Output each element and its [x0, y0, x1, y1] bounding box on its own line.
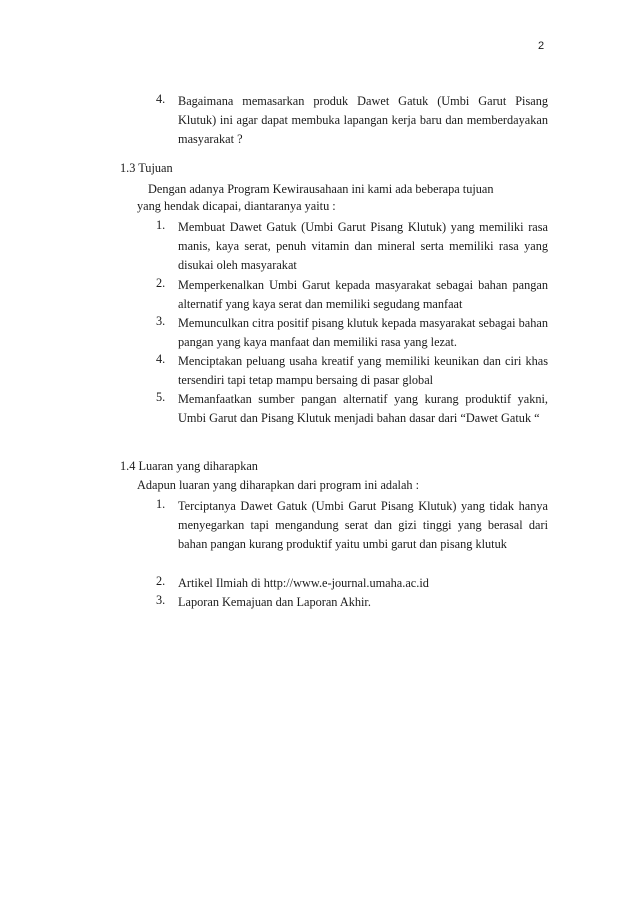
list-item-text: Memunculkan citra positif pisang klutuk kepada masyarakat sebagai bahan pangan yang kaya manfaat dan memiliki rasa yang lezat.: [178, 316, 548, 350]
list-item-text: Bagaimana memasarkan produk Dawet Gatuk (Umbi Garut Pisang Klutuk) ini agar dapat membuka lapangan kerja baru dan memberdayakan masyarakat ?: [178, 94, 548, 147]
list-item-text: Memperkenalkan Umbi Garut kepada masyarakat sebagai bahan pangan alternatif yang kaya serat dan memiliki segudang manfaat: [178, 278, 548, 312]
list-item-number: 1.: [156, 497, 166, 511]
section-heading-tujuan: 1.3 Tujuan: [120, 161, 173, 175]
luaran-item-2: [156, 574, 548, 593]
page-number: 2: [538, 40, 545, 52]
list-item-text: Memanfaatkan sumber pangan alternatif yang kurang produktif yakni, Umbi Garut dan Pisang Klutuk menjadi bahan dasar dari “Dawet Gatuk “: [178, 392, 548, 426]
list-item-number: 3.: [156, 314, 166, 328]
list-item-number: 4.: [156, 352, 166, 366]
list-item-text: Terciptanya Dawet Gatuk (Umbi Garut Pisang Klutuk) yang tidak hanya menyegarkan tapi mengandung serat dan gizi tinggi yang berasal dari bahan pangan kurang produktif yaitu umbi garut dan pisang klutuk: [178, 499, 548, 552]
list-item-number: 2.: [156, 574, 166, 588]
rumusan-item-4: [156, 92, 548, 150]
tujuan-item-4: [156, 352, 548, 390]
tujuan-item-2: [156, 276, 548, 314]
list-item-number: 2.: [156, 276, 166, 290]
list-item-text: Laporan Kemajuan dan Laporan Akhir.: [178, 595, 371, 609]
tujuan-item-5: [156, 390, 548, 428]
luaran-intro: Adapun luaran yang diharapkan dari program ini adalah :: [137, 478, 420, 492]
list-item-number: 5.: [156, 390, 166, 404]
list-item-number: 1.: [156, 218, 166, 232]
list-item-number: 4.: [156, 92, 166, 106]
tujuan-intro-line-1: Dengan adanya Program Kewirausahaan ini kami ada beberapa tujuan: [148, 182, 494, 196]
tujuan-intro: [120, 180, 548, 199]
tujuan-intro-line-2: yang hendak dicapai, diantaranya yaitu :: [137, 199, 336, 213]
luaran-item-3: [156, 593, 548, 612]
list-item-text: Artikel Ilmiah di http://www.e-journal.umaha.ac.id: [178, 576, 429, 590]
luaran-item-1: [156, 497, 548, 555]
tujuan-item-3: [156, 314, 548, 352]
section-heading-luaran: 1.4 Luaran yang diharapkan: [120, 459, 258, 473]
list-item-number: 3.: [156, 593, 166, 607]
list-item-text: Membuat Dawet Gatuk (Umbi Garut Pisang Klutuk) yang memiliki rasa manis, kaya serat, penuh vitamin dan mineral serta memiliki rasa yang disukai oleh masyarakat: [178, 220, 548, 273]
tujuan-item-1: [156, 218, 548, 276]
list-item-text: Menciptakan peluang usaha kreatif yang memiliki keunikan dan ciri khas tersendiri tapi tetap mampu bersaing di pasar global: [178, 354, 548, 388]
